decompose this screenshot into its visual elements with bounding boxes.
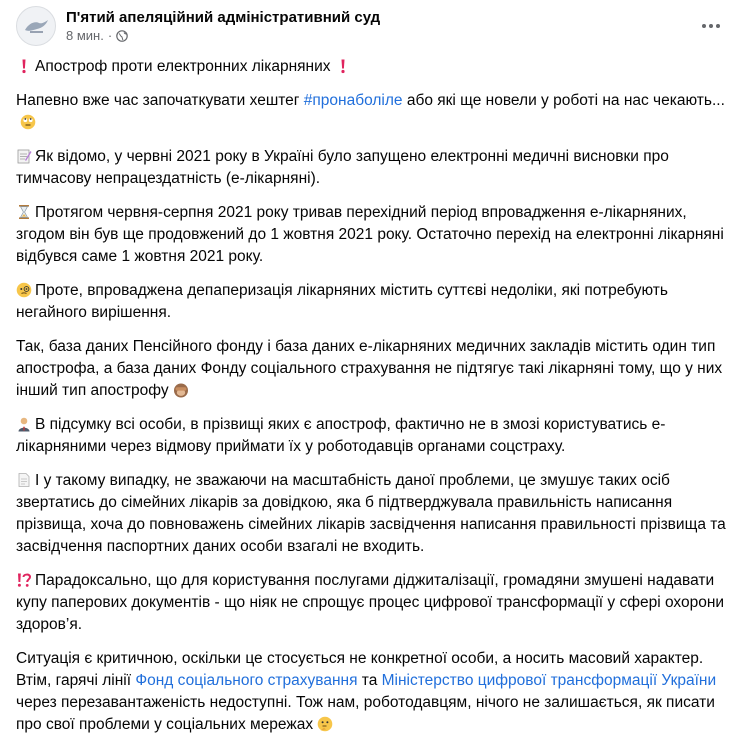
paragraph-text: І у такому випадку, не зважаючи на масштабність даної проблеми, це змушує таких осіб звертатись до сімейних лікарів за довідкою, яка б підтверджувала правильність написання прізвища, хоча до повноважень сімейних лікарів засвідчення написання правильності прізвища та засвідчення паспортних даних особи взагалі не входить. (16, 472, 726, 555)
red-exclamation-icon (335, 58, 351, 74)
court-logo-icon (21, 11, 51, 41)
paragraph-text: Ситуація є критичною, оскільки це стосується не конкретної особи, а носить масовий характер. (16, 650, 704, 667)
paragraph-text: та (357, 672, 382, 689)
post-paragraph-4 (16, 202, 733, 268)
post-paragraph-1 (16, 56, 733, 78)
paragraph-text: Протягом червня-серпня 2021 року тривав перехідний період впровадження е-лікарняних, згодом він був ще продовжений до 1 жовтня 2021 року. Остаточно перехід на електронні лікарняні відбувся саме 1 жовтня 2021 року. (16, 204, 724, 265)
post-paragraph-3 (16, 146, 733, 190)
memo-icon (16, 148, 32, 164)
mention-link-fss[interactable]: Фонд соціального страхування (135, 672, 358, 689)
meta-separator: · (107, 28, 113, 43)
post-timestamp[interactable]: 8 мин. (66, 28, 104, 43)
monocle-face-emoji-icon (16, 282, 32, 298)
red-exclamation-icon (16, 58, 32, 74)
rolling-eyes-emoji-icon (20, 114, 36, 130)
hashtag-link[interactable]: #пронаболіле (303, 92, 403, 109)
paragraph-text: Втім, гарячі лінії (16, 672, 136, 689)
post-header (16, 0, 733, 50)
globe-icon[interactable] (116, 30, 128, 42)
paragraph-text: Проте, впроваджена депаперизація лікарняних містить суттєві недоліки, які потребують негайного вирішення. (16, 282, 668, 321)
person-in-suit-icon (16, 416, 32, 432)
page-document-icon (16, 472, 32, 488)
post-paragraph-9 (16, 570, 733, 636)
thinking-face-emoji-icon (317, 716, 333, 732)
paragraph-text: через перезавантаженість недоступні. Тож нам, роботодавцям, нічого не залишається, як писати про свої проблеми у соціальних мережах (16, 694, 715, 733)
dot-2 (709, 24, 713, 28)
post-paragraph-8 (16, 470, 733, 558)
mention-link-mintsyfra[interactable]: Міністерство цифрової трансформації України (381, 672, 717, 689)
dot-1 (702, 24, 706, 28)
see-no-evil-monkey-emoji-icon (173, 382, 189, 398)
paragraph-text: або які ще новели у роботі на нас чекають... (402, 92, 725, 109)
paragraph-text: Парадоксально, що для користування послугами діджиталізації, громадяни змушені надавати купу паперових документів - що ніяк не спрощує процес цифрової трансформації у сфері охорони здоров’я. (16, 572, 725, 633)
post-paragraph-6 (16, 336, 733, 402)
post-paragraph-7 (16, 414, 733, 458)
paragraph-text: Апостроф проти електронних лікарняних (35, 58, 331, 75)
post-paragraph-10 (16, 648, 733, 670)
post-body (16, 56, 733, 736)
page-avatar[interactable] (16, 6, 56, 46)
exclamation-question-mark-icon (16, 572, 32, 588)
paragraph-text: Як відомо, у червні 2021 року в Україні було запущено електронні медичні висновки про тимчасову непрацездатність (е-лікарняні). (16, 148, 669, 187)
post-paragraph-11 (16, 670, 733, 736)
paragraph-text: Напевно вже час започаткувати хештег (16, 92, 304, 109)
hourglass-icon (16, 204, 32, 220)
more-options-button[interactable] (693, 8, 729, 44)
dot-3 (716, 24, 720, 28)
paragraph-text: Так, база даних Пенсійного фонду і база даних е-лікарняних медичних закладів містить один тип апострофа, а база даних Фонду соціального страхування не підтягує такі лікарняні тому, що у них інший тип апострофу (16, 338, 723, 399)
post-paragraph-5 (16, 280, 733, 324)
post-paragraph-2 (16, 90, 733, 134)
page-name[interactable]: П'ятий апеляційний адміністративний суд (66, 9, 381, 26)
paragraph-text: В підсумку всі особи, в прізвищі яких є апостроф, фактично не в змозі користуватись е-лікарняними через відмову приймати їх у роботодавців органами соцстраху. (16, 416, 666, 455)
